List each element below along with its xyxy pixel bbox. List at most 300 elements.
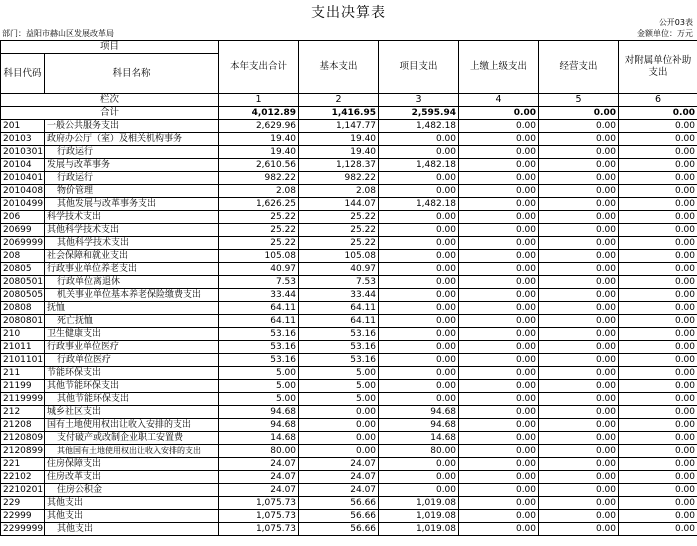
amount-cell: 0.00: [539, 484, 619, 497]
amount-cell: 1,626.25: [219, 198, 299, 211]
amount-cell: 33.44: [219, 289, 299, 302]
table-row: [1, 497, 697, 510]
amount-cell: 56.66: [299, 497, 379, 510]
amount-cell: 0.00: [619, 510, 697, 523]
subject-code-cell: 229: [1, 497, 45, 510]
amount-cell: 0.00: [539, 120, 619, 133]
amount-cell: 0.00: [379, 367, 459, 380]
amount-cell: 5.00: [219, 380, 299, 393]
table-row: [1, 393, 697, 406]
amount-cell: 94.68: [219, 406, 299, 419]
amount-cell: 0.00: [459, 224, 539, 237]
amount-cell: 0.00: [379, 458, 459, 471]
amount-cell: 0.00: [539, 393, 619, 406]
table-row: [1, 276, 697, 289]
amount-cell: 0.00: [539, 328, 619, 341]
subject-code-cell: 2080801: [1, 315, 45, 328]
total-value: 1,416.95: [299, 107, 379, 120]
amount-cell: 0.00: [459, 315, 539, 328]
amount-cell: 0.00: [619, 458, 697, 471]
amount-cell: 2,629.96: [219, 120, 299, 133]
amount-cell: 0.00: [539, 250, 619, 263]
amount-cell: 25.22: [299, 224, 379, 237]
amount-cell: 7.53: [219, 276, 299, 289]
amount-cell: 0.00: [539, 367, 619, 380]
subject-name-cell: 节能环保支出: [45, 367, 219, 380]
subject-name-cell: 国有土地使用权出让收入安排的支出: [45, 419, 219, 432]
amount-cell: 0.00: [459, 237, 539, 250]
amount-cell: 1,019.08: [379, 523, 459, 536]
amount-cell: 5.00: [299, 393, 379, 406]
header-total: 本年支出合计: [219, 41, 299, 94]
amount-cell: 0.00: [619, 133, 697, 146]
col-number: 6: [619, 94, 697, 107]
subject-name-cell: 机关事业单位基本养老保险缴费支出: [45, 289, 219, 302]
subject-name-cell: 城乡社区支出: [45, 406, 219, 419]
amount-cell: 0.00: [459, 497, 539, 510]
amount-cell: 40.97: [299, 263, 379, 276]
table-row: [1, 146, 697, 159]
amount-cell: 0.00: [459, 471, 539, 484]
amount-cell: 0.00: [619, 367, 697, 380]
subject-name-cell: 社会保障和就业支出: [45, 250, 219, 263]
subject-code-cell: 211: [1, 367, 45, 380]
amount-cell: 0.00: [379, 380, 459, 393]
amount-cell: 0.00: [619, 445, 697, 458]
table-row: [1, 458, 697, 471]
amount-cell: 0.00: [379, 172, 459, 185]
amount-cell: 56.66: [299, 523, 379, 536]
subject-code-cell: 210: [1, 328, 45, 341]
amount-cell: 0.00: [299, 406, 379, 419]
table-row: [1, 484, 697, 497]
subject-name-cell: 发展与改革事务: [45, 159, 219, 172]
amount-cell: 19.40: [219, 133, 299, 146]
amount-cell: 1,019.08: [379, 510, 459, 523]
table-row: [1, 406, 697, 419]
amount-cell: 0.00: [619, 523, 697, 536]
amount-cell: 0.00: [619, 432, 697, 445]
amount-cell: 53.16: [219, 328, 299, 341]
amount-cell: 0.00: [459, 328, 539, 341]
subject-code-cell: 21208: [1, 419, 45, 432]
amount-cell: 0.00: [619, 159, 697, 172]
amount-cell: 0.00: [619, 484, 697, 497]
subject-code-cell: 22102: [1, 471, 45, 484]
subject-name-cell: 其他支出: [45, 497, 219, 510]
table-row: [1, 237, 697, 250]
amount-cell: 1,128.37: [299, 159, 379, 172]
subject-code-cell: 2010401: [1, 172, 45, 185]
amount-cell: 53.16: [299, 328, 379, 341]
amount-cell: 0.00: [619, 380, 697, 393]
amount-cell: 0.00: [619, 224, 697, 237]
amount-cell: 0.00: [619, 393, 697, 406]
amount-cell: 0.00: [539, 458, 619, 471]
amount-cell: 0.00: [539, 523, 619, 536]
amount-cell: 0.00: [459, 458, 539, 471]
subject-name-cell: 行政单位医疗: [45, 354, 219, 367]
amount-cell: 25.22: [219, 224, 299, 237]
subject-name-cell: 其他节能环保支出: [45, 380, 219, 393]
amount-cell: 0.00: [379, 302, 459, 315]
amount-cell: 0.00: [459, 133, 539, 146]
subject-name-cell: 物价管理: [45, 185, 219, 198]
amount-cell: 0.00: [539, 471, 619, 484]
col-number: 3: [379, 94, 459, 107]
table-row: [1, 328, 697, 341]
subject-code-cell: 2080501: [1, 276, 45, 289]
total-value: 0.00: [539, 107, 619, 120]
header-basic: 基本支出: [299, 41, 379, 94]
amount-cell: 0.00: [379, 133, 459, 146]
amount-cell: 25.22: [299, 211, 379, 224]
form-code: 公开03表: [658, 18, 693, 27]
amount-cell: 0.00: [539, 419, 619, 432]
total-value: 2,595.94: [379, 107, 459, 120]
subject-name-cell: 其他科学技术支出: [45, 237, 219, 250]
amount-cell: 0.00: [459, 445, 539, 458]
amount-cell: 64.11: [219, 315, 299, 328]
table-row: [1, 185, 697, 198]
subject-code-cell: 221: [1, 458, 45, 471]
amount-cell: 0.00: [459, 341, 539, 354]
table-row: [1, 315, 697, 328]
amount-cell: 2.08: [219, 185, 299, 198]
amount-cell: 40.97: [219, 263, 299, 276]
amount-cell: 0.00: [539, 354, 619, 367]
table-row: [1, 380, 697, 393]
amount-cell: 0.00: [539, 432, 619, 445]
table-row: [1, 289, 697, 302]
amount-cell: 0.00: [459, 250, 539, 263]
amount-cell: 5.00: [219, 393, 299, 406]
table-row: [1, 224, 697, 237]
amount-cell: 19.40: [299, 146, 379, 159]
amount-cell: 0.00: [459, 159, 539, 172]
subject-name-cell: 行政事业单位医疗: [45, 341, 219, 354]
amount-cell: 0.00: [539, 185, 619, 198]
subject-code-cell: 20805: [1, 263, 45, 276]
table-row: [1, 523, 697, 536]
amount-cell: 0.00: [379, 289, 459, 302]
amount-cell: 0.00: [459, 211, 539, 224]
subject-name-cell: 支付破产或改制企业职工安置费: [45, 432, 219, 445]
amount-cell: 19.40: [219, 146, 299, 159]
amount-cell: 1,075.73: [219, 510, 299, 523]
amount-cell: 25.22: [299, 237, 379, 250]
amount-cell: 0.00: [619, 146, 697, 159]
amount-cell: 0.00: [379, 224, 459, 237]
amount-cell: 24.07: [219, 458, 299, 471]
subject-name-cell: 其他支出: [45, 510, 219, 523]
amount-cell: 0.00: [619, 341, 697, 354]
col-number: 1: [219, 94, 299, 107]
amount-cell: 0.00: [379, 146, 459, 159]
table-row: [1, 198, 697, 211]
amount-cell: 0.00: [379, 393, 459, 406]
subject-code-cell: 2010301: [1, 146, 45, 159]
amount-cell: 0.00: [619, 328, 697, 341]
page-title: 支出决算表: [311, 5, 386, 21]
amount-cell: 0.00: [619, 237, 697, 250]
subject-name-cell: 行政运行: [45, 146, 219, 159]
amount-cell: 0.00: [619, 315, 697, 328]
subject-code-cell: 21199: [1, 380, 45, 393]
amount-cell: 25.22: [219, 211, 299, 224]
amount-cell: 0.00: [459, 120, 539, 133]
subject-code-cell: 2120899: [1, 445, 45, 458]
header-rank: 栏次: [1, 94, 219, 107]
amount-cell: 2.08: [299, 185, 379, 198]
subject-name-cell: 行政单位离退休: [45, 276, 219, 289]
subject-code-cell: 20103: [1, 133, 45, 146]
amount-cell: 5.00: [299, 380, 379, 393]
amount-cell: 0.00: [539, 133, 619, 146]
subject-code-cell: 2119999: [1, 393, 45, 406]
amount-cell: 14.68: [219, 432, 299, 445]
amount-cell: 80.00: [219, 445, 299, 458]
subject-code-cell: 20808: [1, 302, 45, 315]
amount-cell: 0.00: [379, 341, 459, 354]
amount-cell: 64.11: [299, 302, 379, 315]
amount-cell: 0.00: [619, 250, 697, 263]
amount-cell: 0.00: [539, 224, 619, 237]
table-row: [1, 263, 697, 276]
amount-cell: 0.00: [619, 497, 697, 510]
department-label: 部门：益阳市赫山区发展改革局: [2, 29, 114, 38]
table-row: [1, 510, 697, 523]
amount-cell: 0.00: [299, 445, 379, 458]
subject-name-cell: 科学技术支出: [45, 211, 219, 224]
total-value: 0.00: [459, 107, 539, 120]
amount-cell: 0.00: [459, 367, 539, 380]
amount-cell: 0.00: [379, 263, 459, 276]
amount-cell: 1,075.73: [219, 497, 299, 510]
amount-cell: 0.00: [539, 263, 619, 276]
amount-cell: 25.22: [219, 237, 299, 250]
subject-code-cell: 20104: [1, 159, 45, 172]
header-item: 项目: [1, 41, 219, 54]
table-row: [1, 367, 697, 380]
table-row: [1, 354, 697, 367]
header-subject-code: 科目代码: [1, 54, 45, 94]
amount-cell: 0.00: [619, 289, 697, 302]
amount-cell: 0.00: [539, 445, 619, 458]
subject-name-cell: 行政事业单位养老支出: [45, 263, 219, 276]
amount-cell: 105.08: [299, 250, 379, 263]
amount-cell: 0.00: [539, 211, 619, 224]
amount-cell: 0.00: [619, 471, 697, 484]
amount-cell: 0.00: [459, 432, 539, 445]
subject-name-cell: 行政运行: [45, 172, 219, 185]
subject-code-cell: 2101101: [1, 354, 45, 367]
amount-cell: 24.07: [299, 458, 379, 471]
amount-cell: 0.00: [539, 276, 619, 289]
subject-code-cell: 20699: [1, 224, 45, 237]
amount-cell: 0.00: [539, 406, 619, 419]
col-number: 5: [539, 94, 619, 107]
amount-cell: 0.00: [459, 354, 539, 367]
amount-cell: 1,019.08: [379, 497, 459, 510]
amount-cell: 0.00: [619, 211, 697, 224]
amount-cell: 0.00: [459, 380, 539, 393]
amount-cell: 0.00: [619, 263, 697, 276]
subject-code-cell: 2210201: [1, 484, 45, 497]
subject-name-cell: 死亡抚恤: [45, 315, 219, 328]
amount-cell: 0.00: [539, 237, 619, 250]
amount-cell: 0.00: [379, 328, 459, 341]
amount-cell: 0.00: [379, 185, 459, 198]
amount-cell: 0.00: [619, 185, 697, 198]
subject-name-cell: 住房公积金: [45, 484, 219, 497]
amount-cell: 56.66: [299, 510, 379, 523]
header-business: 经营支出: [539, 41, 619, 94]
amount-cell: 0.00: [379, 250, 459, 263]
amount-cell: 0.00: [459, 263, 539, 276]
header-project: 项目支出: [379, 41, 459, 94]
amount-cell: 2,610.56: [219, 159, 299, 172]
amount-cell: 0.00: [379, 484, 459, 497]
subject-name-cell: 其他科学技术支出: [45, 224, 219, 237]
table-row: [1, 250, 697, 263]
amount-cell: 105.08: [219, 250, 299, 263]
header-upper: 上缴上级支出: [459, 41, 539, 94]
table-row: [1, 302, 697, 315]
subject-name-cell: 其他国有土地使用权出让收入安排的支出: [45, 445, 219, 458]
amount-cell: 24.07: [219, 484, 299, 497]
amount-cell: 0.00: [379, 276, 459, 289]
amount-cell: 0.00: [539, 380, 619, 393]
amount-cell: 0.00: [459, 523, 539, 536]
amount-cell: 0.00: [539, 198, 619, 211]
amount-cell: 0.00: [539, 510, 619, 523]
subject-code-cell: 208: [1, 250, 45, 263]
amount-cell: 64.11: [299, 315, 379, 328]
subject-code-cell: 212: [1, 406, 45, 419]
header-subsidy: 对附属单位补助支出: [619, 41, 697, 94]
table-row: [1, 432, 697, 445]
amount-cell: 1,075.73: [219, 523, 299, 536]
amount-cell: 0.00: [459, 276, 539, 289]
amount-cell: 53.16: [219, 341, 299, 354]
subject-code-cell: 2120809: [1, 432, 45, 445]
subject-code-cell: 2010408: [1, 185, 45, 198]
amount-cell: 982.22: [299, 172, 379, 185]
expenditure-table: [0, 40, 697, 536]
amount-cell: 0.00: [459, 406, 539, 419]
amount-cell: 0.00: [379, 471, 459, 484]
amount-cell: 0.00: [379, 211, 459, 224]
amount-cell: 1,482.18: [379, 159, 459, 172]
amount-cell: 0.00: [539, 159, 619, 172]
subject-code-cell: 2069999: [1, 237, 45, 250]
amount-cell: 0.00: [459, 419, 539, 432]
amount-cell: 94.68: [379, 406, 459, 419]
subject-code-cell: 2299999: [1, 523, 45, 536]
amount-cell: 1,147.77: [299, 120, 379, 133]
subject-name-cell: 住房保障支出: [45, 458, 219, 471]
amount-cell: 0.00: [539, 289, 619, 302]
amount-cell: 982.22: [219, 172, 299, 185]
col-number: 2: [299, 94, 379, 107]
amount-cell: 19.40: [299, 133, 379, 146]
table-row: [1, 341, 697, 354]
amount-cell: 5.00: [299, 367, 379, 380]
table-row: [1, 133, 697, 146]
amount-cell: 0.00: [459, 198, 539, 211]
subject-code-cell: 2010499: [1, 198, 45, 211]
subject-code-cell: 206: [1, 211, 45, 224]
amount-cell: 0.00: [619, 276, 697, 289]
amount-cell: 0.00: [379, 315, 459, 328]
subject-name-cell: 一般公共服务支出: [45, 120, 219, 133]
amount-cell: 24.07: [299, 484, 379, 497]
amount-cell: 94.68: [219, 419, 299, 432]
amount-cell: 14.68: [379, 432, 459, 445]
total-row-label: 合计: [1, 107, 219, 120]
amount-cell: 80.00: [379, 445, 459, 458]
unit-label: 金额单位：万元: [637, 29, 693, 38]
amount-cell: 0.00: [379, 354, 459, 367]
amount-cell: 33.44: [299, 289, 379, 302]
table-row: [1, 211, 697, 224]
subject-code-cell: 201: [1, 120, 45, 133]
amount-cell: 0.00: [299, 419, 379, 432]
amount-cell: 0.00: [459, 393, 539, 406]
subject-name-cell: 卫生健康支出: [45, 328, 219, 341]
subject-name-cell: 其他发展与改革事务支出: [45, 198, 219, 211]
total-value: 4,012.89: [219, 107, 299, 120]
amount-cell: 53.16: [299, 354, 379, 367]
amount-cell: 94.68: [379, 419, 459, 432]
table-row: [1, 445, 697, 458]
amount-cell: 0.00: [379, 237, 459, 250]
amount-cell: 0.00: [539, 341, 619, 354]
subject-name-cell: 其他支出: [45, 523, 219, 536]
table-row: [1, 159, 697, 172]
subject-name-cell: 其他节能环保支出: [45, 393, 219, 406]
amount-cell: 0.00: [459, 185, 539, 198]
amount-cell: 0.00: [619, 172, 697, 185]
amount-cell: 53.16: [299, 341, 379, 354]
amount-cell: 0.00: [619, 302, 697, 315]
amount-cell: 0.00: [619, 354, 697, 367]
amount-cell: 0.00: [539, 302, 619, 315]
subject-code-cell: 2080505: [1, 289, 45, 302]
amount-cell: 53.16: [219, 354, 299, 367]
amount-cell: 0.00: [619, 406, 697, 419]
amount-cell: 0.00: [459, 484, 539, 497]
subject-name-cell: 抚恤: [45, 302, 219, 315]
amount-cell: 0.00: [539, 172, 619, 185]
header-subject-name: 科目名称: [45, 54, 219, 94]
table-row: [1, 172, 697, 185]
amount-cell: 64.11: [219, 302, 299, 315]
subject-code-cell: 22999: [1, 510, 45, 523]
total-value: 0.00: [619, 107, 697, 120]
amount-cell: 0.00: [619, 198, 697, 211]
table-row: [1, 120, 697, 133]
subject-name-cell: 政府办公厅（室）及相关机构事务: [45, 133, 219, 146]
amount-cell: 24.07: [299, 471, 379, 484]
subject-code-cell: 21011: [1, 341, 45, 354]
table-row: [1, 419, 697, 432]
amount-cell: 0.00: [539, 315, 619, 328]
amount-cell: 0.00: [459, 172, 539, 185]
amount-cell: 0.00: [619, 419, 697, 432]
amount-cell: 0.00: [539, 497, 619, 510]
